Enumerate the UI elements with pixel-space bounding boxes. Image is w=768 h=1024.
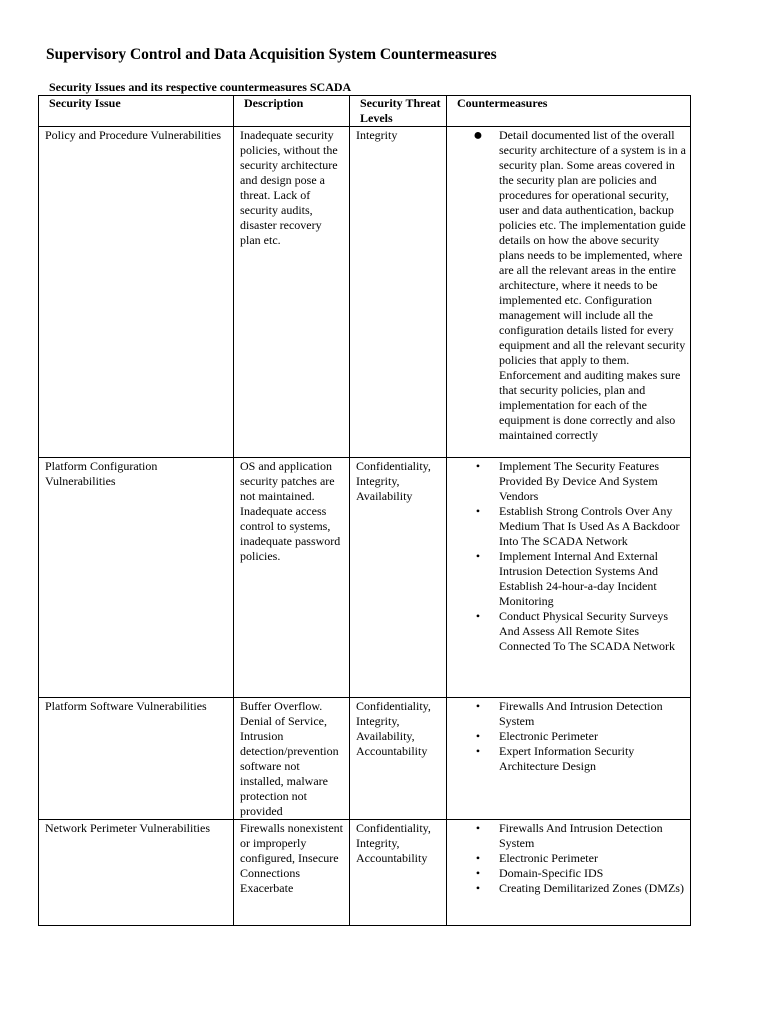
- list-item: [475, 609, 686, 654]
- cell-countermeasures: [447, 127, 691, 458]
- cell-threat-levels: Confidentiality, Integrity, Availability, Accountability: [350, 698, 447, 820]
- countermeasure-list: [453, 459, 686, 654]
- countermeasure-text: Electronic Perimeter: [499, 851, 598, 865]
- header-description: Description: [234, 96, 350, 127]
- countermeasure-text: Creating Demilitarized Zones (DMZs): [499, 881, 684, 895]
- list-item: [475, 851, 686, 866]
- cell-threat-levels: Confidentiality, Integrity, Accountability: [350, 820, 447, 926]
- bullet-icon: •: [475, 459, 481, 473]
- bullet-icon: ●: [473, 127, 483, 144]
- countermeasure-list: [453, 821, 686, 896]
- cell-description: OS and application security patches are not maintained. Inadequate access control to systems, inadequate password policies.: [234, 458, 350, 698]
- table-row: [39, 698, 691, 820]
- countermeasure-text: Conduct Physical Security Surveys And Assess All Remote Sites Connected To The SCADA Network: [499, 609, 676, 653]
- cell-threat-levels: Integrity: [350, 127, 447, 458]
- list-item: [475, 866, 686, 881]
- table-caption: Security Issues and its respective countermeasures SCADA: [49, 80, 352, 94]
- bullet-icon: •: [475, 881, 481, 895]
- cell-countermeasures: [447, 820, 691, 926]
- header-security-issue: Security Issue: [39, 96, 234, 127]
- cell-issue: Policy and Procedure Vulnerabilities: [39, 127, 234, 458]
- countermeasures-table: [38, 95, 691, 926]
- countermeasure-text: Implement The Security Features Provided By Device And System Vendors: [499, 459, 660, 503]
- list-item: [475, 729, 686, 744]
- cell-description: Firewalls nonexistent or improperly configured, Insecure Connections Exacerbate: [234, 820, 350, 926]
- bullet-icon: •: [475, 504, 481, 518]
- cell-description: Buffer Overflow. Denial of Service, Intrusion detection/prevention software not installed, malware protection not provided: [234, 698, 350, 820]
- countermeasure-text: Domain-Specific IDS: [499, 866, 604, 880]
- bullet-icon: •: [475, 549, 481, 563]
- table-row: [39, 127, 691, 458]
- cell-issue: Platform Configuration Vulnerabilities: [39, 458, 234, 698]
- list-item: [475, 504, 686, 549]
- countermeasure-text: Firewalls And Intrusion Detection System: [499, 699, 663, 728]
- countermeasure-list: [453, 699, 686, 774]
- table-header-row: [39, 96, 691, 127]
- list-item: [475, 821, 686, 851]
- bullet-icon: •: [475, 744, 481, 758]
- cell-description: Inadequate security policies, without the security architecture and design pose a threat. Lack of security audits, disaster recovery plan etc.: [234, 127, 350, 458]
- countermeasure-text: Electronic Perimeter: [499, 729, 598, 743]
- countermeasure-text: Establish Strong Controls Over Any Medium That Is Used As A Backdoor Into The SCADA Network: [499, 504, 680, 548]
- header-threat-levels: Security Threat Levels: [350, 96, 447, 127]
- table-row: [39, 458, 691, 698]
- bullet-icon: •: [475, 821, 481, 835]
- bullet-icon: •: [475, 609, 481, 623]
- list-item: [475, 699, 686, 729]
- header-countermeasures: Countermeasures: [447, 96, 691, 127]
- cell-countermeasures: [447, 458, 691, 698]
- countermeasure-list: [453, 128, 686, 443]
- cell-threat-levels: Confidentiality, Integrity, Availability: [350, 458, 447, 698]
- countermeasure-text: Firewalls And Intrusion Detection System: [499, 821, 663, 850]
- bullet-icon: •: [475, 851, 481, 865]
- cell-issue: Platform Software Vulnerabilities: [39, 698, 234, 820]
- countermeasure-text: Expert Information Security Architecture Design: [499, 744, 635, 773]
- document-title: Supervisory Control and Data Acquisition System Countermeasures: [46, 46, 497, 63]
- countermeasure-text: Detail documented list of the overall security architecture of a system is in a security plan. Some areas covered in the security plan are policies and procedures for operational security, user and data authentication, backup policies etc. The implementation guide details on how the above security plans needs to be implemented, where are all the relevant areas in the entire architecture, where it needs to be implemented etc. Configuration management will include all the configuration details listed for every equipment and all the relevant security policies that apply to them. Enforcement and auditing makes sure that security policies, plan and implementation for each of the equipment is done correctly and also maintained correctly: [499, 128, 686, 442]
- bullet-icon: •: [475, 729, 481, 743]
- countermeasure-text: Implement Internal And External Intrusion Detection Systems And Establish 24-hour-a-day Incident Monitoring: [499, 549, 658, 608]
- list-item: [475, 459, 686, 504]
- table-row: [39, 820, 691, 926]
- list-item: [475, 744, 686, 774]
- cell-issue: Network Perimeter Vulnerabilities: [39, 820, 234, 926]
- bullet-icon: •: [475, 699, 481, 713]
- list-item: [475, 549, 686, 609]
- bullet-icon: •: [475, 866, 481, 880]
- cell-countermeasures: [447, 698, 691, 820]
- list-item: [475, 881, 686, 896]
- list-item: [473, 127, 686, 443]
